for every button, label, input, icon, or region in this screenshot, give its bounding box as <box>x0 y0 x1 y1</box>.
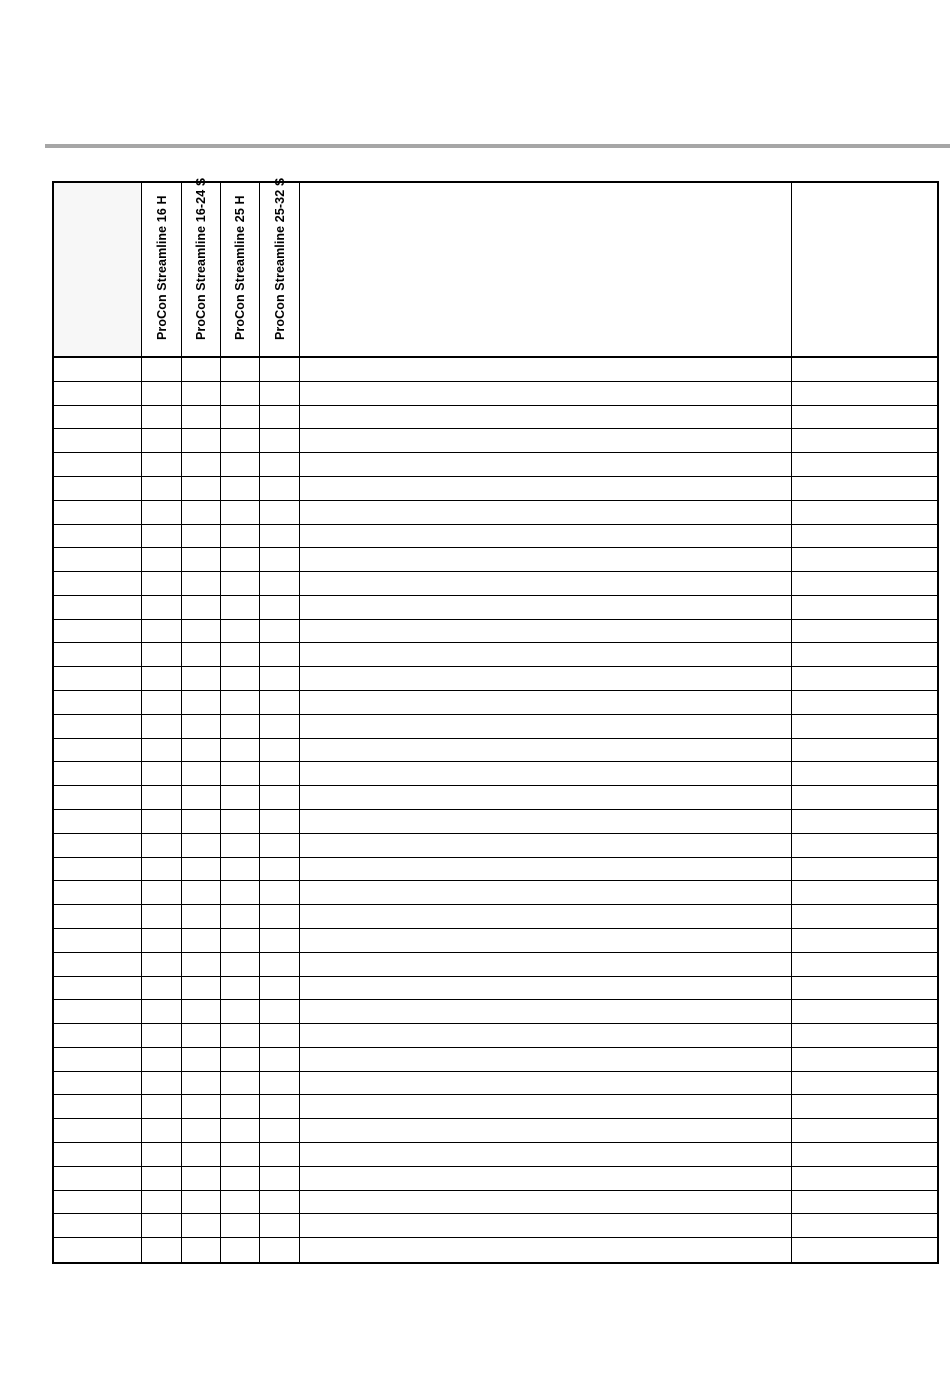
table-cell <box>54 1143 142 1167</box>
table-cell <box>182 667 221 691</box>
table-cell <box>300 1095 792 1119</box>
header-cell-part-number <box>54 183 142 358</box>
table-cell <box>260 762 300 786</box>
table-cell <box>300 834 792 858</box>
table-cell <box>142 358 182 382</box>
table-cell <box>142 881 182 905</box>
table-cell <box>300 953 792 977</box>
table-cell <box>182 453 221 477</box>
table-cell <box>260 596 300 620</box>
table-cell <box>142 715 182 739</box>
table-cell <box>54 786 142 810</box>
header-label-model-25h: ProCon Streamline 25 H <box>232 194 247 340</box>
table-cell <box>300 548 792 572</box>
table-cell <box>792 572 938 596</box>
table-cell <box>792 786 938 810</box>
table-cell <box>182 881 221 905</box>
table-cell <box>300 596 792 620</box>
table-cell <box>142 953 182 977</box>
header-label-model-16-24s: ProCon Streamline 16-24 S <box>193 177 208 340</box>
table-cell <box>142 525 182 549</box>
table-cell <box>221 358 260 382</box>
table-cell <box>142 786 182 810</box>
table-cell <box>260 810 300 834</box>
table-cell <box>300 977 792 1001</box>
table-cell <box>182 929 221 953</box>
table-cell <box>260 620 300 644</box>
table-cell <box>792 525 938 549</box>
table-cell <box>792 691 938 715</box>
table-cell <box>182 358 221 382</box>
table-cell <box>221 643 260 667</box>
table-cell <box>221 1024 260 1048</box>
table-cell <box>260 453 300 477</box>
table-cell <box>182 1024 221 1048</box>
table-cell <box>260 548 300 572</box>
table-cell <box>300 1214 792 1238</box>
table-cell <box>54 715 142 739</box>
table-cell <box>142 1214 182 1238</box>
table-cell <box>54 548 142 572</box>
table-cell <box>142 1048 182 1072</box>
table-cell <box>54 643 142 667</box>
table-cell <box>182 715 221 739</box>
table-cell <box>300 620 792 644</box>
table-cell <box>260 358 300 382</box>
table-cell <box>792 667 938 691</box>
table-cell <box>792 739 938 763</box>
table-cell <box>54 1119 142 1143</box>
table-cell <box>54 1024 142 1048</box>
table-cell <box>300 881 792 905</box>
table-cell <box>221 1191 260 1215</box>
table-cell <box>142 1191 182 1215</box>
table-cell <box>182 406 221 430</box>
table-cell <box>300 1238 792 1262</box>
table-cell <box>221 620 260 644</box>
table-cell <box>54 1238 142 1262</box>
table-cell <box>221 1000 260 1024</box>
table-cell <box>260 977 300 1001</box>
table-cell <box>300 1167 792 1191</box>
table-cell <box>54 1072 142 1096</box>
table-cell <box>792 1072 938 1096</box>
table-cell <box>300 739 792 763</box>
table-cell <box>142 477 182 501</box>
table-cell <box>221 739 260 763</box>
table-cell <box>54 525 142 549</box>
table-cell <box>182 596 221 620</box>
table-cell <box>221 406 260 430</box>
table-cell <box>182 858 221 882</box>
table-cell <box>792 1119 938 1143</box>
table-cell <box>142 548 182 572</box>
table-cell <box>54 691 142 715</box>
table-cell <box>221 1143 260 1167</box>
table-cell <box>142 905 182 929</box>
table-cell <box>260 1191 300 1215</box>
table-cell <box>182 1167 221 1191</box>
table-cell <box>260 382 300 406</box>
table-cell <box>142 834 182 858</box>
table-cell <box>792 905 938 929</box>
table-cell <box>221 881 260 905</box>
table-cell <box>221 834 260 858</box>
table-cell <box>182 1048 221 1072</box>
table-cell <box>792 453 938 477</box>
table-cell <box>260 501 300 525</box>
table-cell <box>792 715 938 739</box>
table-cell <box>182 953 221 977</box>
table-cell <box>260 406 300 430</box>
table-cell <box>142 1095 182 1119</box>
table-cell <box>221 905 260 929</box>
table-cell <box>182 786 221 810</box>
table-cell <box>182 1119 221 1143</box>
table-cell <box>221 501 260 525</box>
table-cell <box>54 810 142 834</box>
table-cell <box>221 953 260 977</box>
table-cell <box>221 929 260 953</box>
table-cell <box>260 905 300 929</box>
header-label-model-25-32s: ProCon Streamline 25-32 S <box>272 177 287 340</box>
table-cell <box>792 501 938 525</box>
table-cell <box>54 1214 142 1238</box>
table-cell <box>300 691 792 715</box>
table-cell <box>300 1072 792 1096</box>
table-cell <box>221 596 260 620</box>
table-cell <box>182 977 221 1001</box>
top-divider-rule <box>45 144 950 148</box>
table-cell <box>792 1024 938 1048</box>
table-cell <box>221 1048 260 1072</box>
table-cell <box>221 1167 260 1191</box>
table-cell <box>221 1214 260 1238</box>
table-cell <box>300 406 792 430</box>
table-cell <box>260 786 300 810</box>
table-cell <box>182 762 221 786</box>
table-cell <box>182 548 221 572</box>
table-cell <box>182 739 221 763</box>
table-cell <box>142 596 182 620</box>
table-cell <box>792 1214 938 1238</box>
table-cell <box>792 643 938 667</box>
table-cell <box>300 429 792 453</box>
table-cell <box>221 1095 260 1119</box>
table-cell <box>54 501 142 525</box>
table-cell <box>142 1167 182 1191</box>
table-cell <box>221 858 260 882</box>
table-cell <box>142 1119 182 1143</box>
table-cell <box>142 406 182 430</box>
header-label-model-16h: ProCon Streamline 16 H <box>154 194 169 340</box>
header-cell-model-25h <box>221 183 260 358</box>
table-cell <box>300 643 792 667</box>
table-cell <box>792 953 938 977</box>
table-cell <box>792 596 938 620</box>
table-cell <box>300 501 792 525</box>
table-cell <box>300 1119 792 1143</box>
table-cell <box>300 1024 792 1048</box>
table-cell <box>300 382 792 406</box>
table-cell <box>54 1000 142 1024</box>
table-cell <box>300 358 792 382</box>
table-cell <box>182 1143 221 1167</box>
table-cell <box>792 762 938 786</box>
table-cell <box>792 1048 938 1072</box>
table-cell <box>300 1048 792 1072</box>
table-cell <box>260 834 300 858</box>
table-cell <box>142 1238 182 1262</box>
table-cell <box>182 691 221 715</box>
table-cell <box>792 382 938 406</box>
table-cell <box>221 548 260 572</box>
table-cell <box>260 858 300 882</box>
table-cell <box>792 1143 938 1167</box>
table-cell <box>300 667 792 691</box>
table-cell <box>300 1143 792 1167</box>
table-cell <box>221 572 260 596</box>
table-cell <box>260 525 300 549</box>
header-cell-remarks <box>792 183 938 358</box>
table-cell <box>142 739 182 763</box>
table-cell <box>300 1000 792 1024</box>
table-cell <box>182 1095 221 1119</box>
table-cell <box>260 1048 300 1072</box>
table-cell <box>792 881 938 905</box>
table-cell <box>142 501 182 525</box>
table-cell <box>221 667 260 691</box>
table-cell <box>221 691 260 715</box>
table-cell <box>182 643 221 667</box>
table-cell <box>260 1072 300 1096</box>
table-cell <box>300 810 792 834</box>
table-cell <box>260 572 300 596</box>
table-cell <box>54 977 142 1001</box>
table-cell <box>221 1072 260 1096</box>
table-cell <box>142 429 182 453</box>
table-cell <box>260 691 300 715</box>
table-cell <box>54 406 142 430</box>
table-cell <box>54 762 142 786</box>
table-cell <box>260 429 300 453</box>
table-cell <box>142 1143 182 1167</box>
table-cell <box>300 929 792 953</box>
table-cell <box>182 572 221 596</box>
table-cell <box>221 715 260 739</box>
table-cell <box>221 1238 260 1262</box>
table-cell <box>142 691 182 715</box>
header-cell-description <box>300 183 792 358</box>
table-cell <box>54 1191 142 1215</box>
table-cell <box>54 834 142 858</box>
table-cell <box>182 1072 221 1096</box>
table-cell <box>182 1238 221 1262</box>
table-cell <box>300 477 792 501</box>
table-cell <box>142 1000 182 1024</box>
header-cell-model-16-24s <box>182 177 221 358</box>
table-cell <box>300 762 792 786</box>
table-cell <box>300 453 792 477</box>
table-cell <box>54 620 142 644</box>
table-cell <box>792 620 938 644</box>
table-cell <box>260 643 300 667</box>
table-cell <box>142 1024 182 1048</box>
table-cell <box>182 834 221 858</box>
table-cell <box>300 858 792 882</box>
table-cell <box>792 358 938 382</box>
table-cell <box>142 929 182 953</box>
table-cell <box>182 1191 221 1215</box>
table-cell <box>260 1024 300 1048</box>
table-cell <box>792 477 938 501</box>
table-cell <box>54 739 142 763</box>
table-cell <box>221 977 260 1001</box>
table-cell <box>221 382 260 406</box>
table-cell <box>182 382 221 406</box>
table-cell <box>54 905 142 929</box>
table-cell <box>221 1119 260 1143</box>
table-cell <box>792 429 938 453</box>
table-cell <box>54 382 142 406</box>
table-cell <box>54 572 142 596</box>
table-cell <box>182 620 221 644</box>
table-cell <box>182 429 221 453</box>
table-cell <box>260 1143 300 1167</box>
table-cell <box>260 929 300 953</box>
table-cell <box>300 786 792 810</box>
table-cell <box>792 406 938 430</box>
header-cell-model-16h <box>142 183 182 358</box>
table-cell <box>221 762 260 786</box>
table-cell <box>260 1095 300 1119</box>
table-cell <box>54 1095 142 1119</box>
table-cell <box>260 739 300 763</box>
table-cell <box>260 881 300 905</box>
table-cell <box>792 810 938 834</box>
table-cell <box>300 905 792 929</box>
table-cell <box>260 1167 300 1191</box>
table-cell <box>182 477 221 501</box>
table-cell <box>142 620 182 644</box>
table-cell <box>260 953 300 977</box>
table-cell <box>54 453 142 477</box>
table-cell <box>792 1191 938 1215</box>
table-cell <box>54 1048 142 1072</box>
table-cell <box>300 525 792 549</box>
table-cell <box>54 953 142 977</box>
table-cell <box>182 905 221 929</box>
table-cell <box>54 358 142 382</box>
table-cell <box>260 1000 300 1024</box>
table-cell <box>792 1095 938 1119</box>
table-cell <box>221 429 260 453</box>
table-cell <box>182 810 221 834</box>
table-cell <box>54 429 142 453</box>
table-cell <box>300 715 792 739</box>
table-cell <box>142 977 182 1001</box>
table-cell <box>182 1214 221 1238</box>
parts-table <box>52 177 939 1264</box>
table-cell <box>142 762 182 786</box>
table-cell <box>142 667 182 691</box>
table-cell <box>54 667 142 691</box>
table-cell <box>182 525 221 549</box>
table-cell <box>260 715 300 739</box>
table-cell <box>142 643 182 667</box>
table-cell <box>54 881 142 905</box>
header-cell-model-25-32s <box>260 177 300 358</box>
table-cell <box>142 858 182 882</box>
table-cell <box>54 929 142 953</box>
table-cell <box>182 1000 221 1024</box>
table-cell <box>142 810 182 834</box>
table-cell <box>221 810 260 834</box>
table-cell <box>54 596 142 620</box>
table-cell <box>142 382 182 406</box>
table-cell <box>54 858 142 882</box>
table-cell <box>260 667 300 691</box>
table-cell <box>260 1214 300 1238</box>
table-cell <box>221 525 260 549</box>
table-cell <box>792 834 938 858</box>
table-cell <box>260 1119 300 1143</box>
table-cell <box>182 501 221 525</box>
table-cell <box>300 1191 792 1215</box>
table-cell <box>792 548 938 572</box>
table-cell <box>792 1167 938 1191</box>
table-cell <box>260 477 300 501</box>
table-cell <box>792 977 938 1001</box>
table-cell <box>221 786 260 810</box>
table-cell <box>142 1072 182 1096</box>
table-cell <box>792 1238 938 1262</box>
table-cell <box>221 477 260 501</box>
table-cell <box>260 1238 300 1262</box>
table-cell <box>54 477 142 501</box>
table-cell <box>221 453 260 477</box>
table-cell <box>54 1167 142 1191</box>
table-cell <box>300 572 792 596</box>
table-cell <box>792 1000 938 1024</box>
table-cell <box>142 572 182 596</box>
table-cell <box>792 929 938 953</box>
table-cell <box>792 858 938 882</box>
table-cell <box>142 453 182 477</box>
